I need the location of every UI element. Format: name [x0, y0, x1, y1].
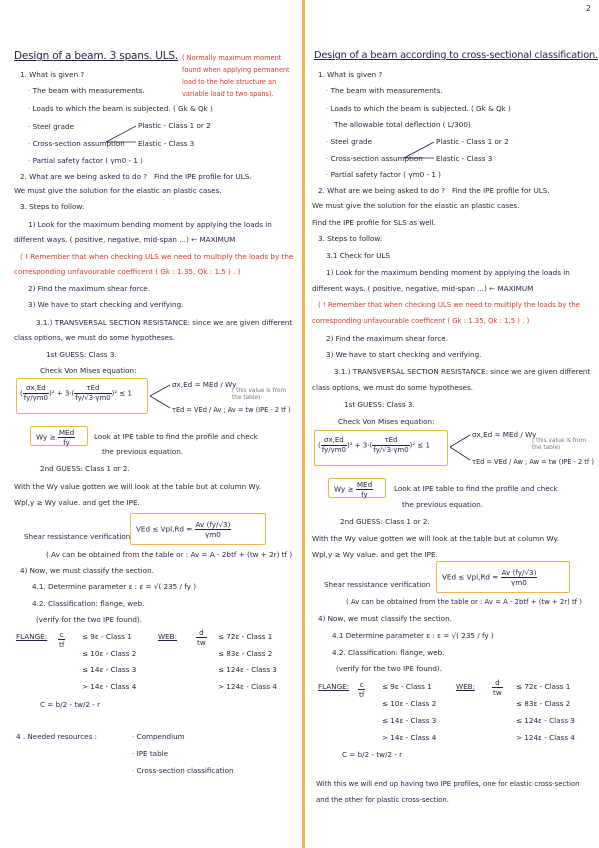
right-c-formula: C = b/2 - tw/2 - r: [342, 750, 403, 759]
left-mises-arrows: [148, 382, 172, 412]
left-step-2: 2) Find the maximum shear force.: [28, 284, 151, 293]
right-step-42-note: (verify for the two IPE found).: [336, 664, 442, 673]
left-needed-resources: 4 . Needed resources :: [16, 732, 98, 741]
left-von-mises-label: Check Von Mises equation:: [40, 366, 137, 375]
left-given-item: · The beam with measurements.: [28, 86, 145, 95]
left-av-note: ( Av can be obtained from the table or : Av = A - 2btf + (tw + 2r) tf ): [46, 550, 293, 559]
left-given-item: · Steel grade: [28, 122, 74, 131]
left-web-ratio: $\frac{d}{tw}$: [197, 628, 206, 647]
right-given-item: · Loads to which the beam is subjected. ( Gk & Qk ): [326, 104, 511, 113]
left-web-row: ≤ 124ε - Class 3: [218, 665, 277, 674]
left-title-note: ( Normally maximum moment found when applying permanent load to the hole structure an variable load to two spans).: [182, 54, 290, 98]
left-wy-note-cont: the previous equation.: [102, 447, 184, 456]
left-web-label: WEB:: [158, 632, 178, 641]
right-section-2-text: We must give the solution for the elastic an plastic cases.: [312, 201, 520, 210]
right-closing: With this we will end up having two IPE profiles, one for elastic cross-section: [316, 780, 580, 788]
left-plastic-class: Plastic - Class 1 or 2: [138, 121, 211, 130]
right-step-31-cont: class options, we must do some hypotheses.: [312, 383, 474, 392]
right-mises-arrows: [448, 432, 472, 464]
right-section-31: 3.1 Check for ULS: [326, 251, 391, 260]
right-wy-note-cont: the previous equation.: [402, 500, 484, 509]
right-shear-formula: VEd ≤ Vpl,Rd = $\frac{Av (fy/√3)}{\gamma m0}$: [442, 568, 537, 587]
right-step-1-cont: different ways. ( positive, negative, mid-span ...) ← MAXIMUM: [312, 284, 534, 293]
right-remember: ( ! Remember that when checking ULS we need to multiply the loads by the: [318, 301, 581, 309]
left-tau-eq: τEd = VEd / Av ; Av = tw (IPE - 2 tf ): [172, 406, 291, 414]
left-given-item: · Partial safety factor ( γm0 - 1 ): [28, 156, 143, 165]
left-given-item: · Loads to which the beam is subjected. ( Gk & Qk ): [28, 104, 213, 113]
right-wy-formula: Wy ≥ $\frac{\text{MEd}}{fy}$: [334, 480, 373, 499]
left-sigma-eq: σx,Ed = MEd / Wy: [172, 380, 237, 389]
right-with-wy: With the Wy value gotten we will look at the table but at column Wy.: [312, 534, 559, 543]
right-web-row: > 124ε - Class 4: [516, 733, 575, 742]
left-web-row: ≤ 72ε - Class 1: [218, 632, 273, 641]
right-web-label: WEB:: [456, 682, 476, 691]
left-step-31-cont: class options, we must do some hypotheses.: [14, 333, 176, 342]
left-with-wy: With the Wy value gotten we will look at the table but at column Wy.: [14, 482, 261, 491]
right-section-1: 1. What is given ?: [318, 70, 383, 79]
left-flange-row: ≤ 10ε - Class 2: [82, 649, 137, 658]
left-web-row: > 124ε - Class 4: [218, 682, 277, 691]
left-title: Design of a beam. 3 spans. ULS.: [14, 50, 179, 62]
right-class-arrows: [402, 138, 436, 162]
left-step-1: 1) Look for the maximum bending moment by applying the loads in: [28, 220, 272, 229]
left-flange-ratio: $\frac{c}{tf}$: [59, 630, 65, 649]
right-section-2-text-b: Find the IPE profile for SLS as well.: [312, 218, 436, 227]
right-step-42: 4.2. Classification: flange, web.: [332, 648, 445, 657]
right-flange-row: ≤ 9ε - Class 1: [382, 682, 432, 691]
right-given-item: · Steel grade: [326, 137, 372, 146]
left-class-arrows: [104, 122, 138, 146]
left-resource-item: · Compendium: [132, 732, 185, 741]
right-tau-eq: τEd = VEd / Aw ; Aw = tw (IPE - 2 tf ): [472, 458, 594, 466]
left-remember-cont: corresponding unfavourable coefficent ( Gk : 1.35, Qk : 1.5 ) . ): [14, 267, 241, 276]
left-remember: ( ! Remember that when checking ULS we need to multiply the loads by the: [20, 252, 294, 261]
left-shear-formula: VEd ≤ Vpl,Rd = $\frac{Av (fy/√3)}{\gamma m0}$: [136, 520, 231, 539]
right-remember-cont: corresponding unfavourable coefficent ( Gk : 1.35, Qk : 1.5 ) . ): [312, 317, 530, 325]
right-flange-ratio: $\frac{c}{tf}$: [359, 680, 365, 699]
right-web-ratio: $\frac{d}{tw}$: [493, 678, 502, 697]
column-divider: [302, 0, 305, 848]
left-web-row: ≤ 83ε - Class 2: [218, 649, 273, 658]
right-closing-cont: and the other for plastic cross-section.: [316, 796, 449, 804]
right-sigma-eq: σx,Ed = MEd / Wy: [472, 430, 537, 439]
right-sigma-note: ( this value is from the table): [532, 438, 587, 451]
left-flange-row: > 14ε - Class 4: [82, 682, 137, 691]
right-av-note: ( Av can be obtained from the table or : Av = A - 2btf + (tw + 2r) tf ): [346, 598, 582, 606]
left-sigma-note: ( this value is from the table): [232, 388, 287, 401]
right-step-1: 1) Look for the maximum bending moment by applying the loads in: [326, 268, 570, 277]
right-step-2: 2) Find the maximum shear force.: [326, 334, 449, 343]
right-step-41: 4.1 Determine parameter ε : ε = √( 235 / fy ): [332, 631, 494, 640]
left-step-42-note: (verify for the two IPE found).: [36, 615, 142, 624]
right-step-4: 4) Now, we must classify the section.: [318, 614, 452, 623]
right-elastic-class: Elastic - Class 3: [436, 154, 493, 163]
right-column: [306, 0, 599, 848]
right-shear-label: Shear ressistance verification: [324, 580, 431, 589]
left-given-item: · Cross-section assumption: [28, 139, 125, 148]
right-given-item: · Cross-section assumption: [326, 154, 423, 163]
left-von-mises-formula: ( $\frac{\sigma x,Ed}{fy/\gamma m0}$ )² + 3·( $\frac{\text{τEd}}{fy/√3\cdot\gamma m0}$ )² ≤ 1: [20, 384, 132, 402]
right-step-31: 3.1.) TRANSVERSAL SECTION RESISTANCE: since we are given different: [334, 367, 591, 376]
right-step-3: 3) We have to start checking and verifying.: [326, 350, 482, 359]
left-step-41: 4.1. Determine parameter ε : ε = √( 235 / fy ): [32, 582, 196, 591]
left-step-3: 3) We have to start checking and verifying.: [28, 300, 184, 309]
right-given-item: · The beam with measurements.: [326, 86, 443, 95]
left-wy-note: Look at IPE table to find the profile and check: [94, 432, 258, 441]
left-step-1-cont: different ways. ( positive, negative, mid-span ...) ← MAXIMUM: [14, 235, 236, 244]
right-flange-row: ≤ 10ε - Class 2: [382, 699, 437, 708]
right-title: Design of a beam according to cross-sectional classification.: [314, 50, 598, 61]
left-step-31: 3.1.) TRANSVERSAL SECTION RESISTANCE: since we are given different: [36, 318, 293, 327]
right-web-row: ≤ 83ε - Class 2: [516, 699, 571, 708]
left-guess-2: 2nd GUESS: Class 1 or 2.: [40, 464, 130, 473]
right-wy-note: Look at IPE table to find the profile and check: [394, 484, 558, 493]
left-with-wy-cont: Wpl,y ≥ Wy value. and get the IPE.: [14, 498, 140, 507]
left-flange-label: FLANGE:: [16, 632, 48, 641]
right-given-item: The allowable total deflection ( L/300): [334, 120, 471, 129]
left-flange-row: ≤ 14ε - Class 3: [82, 665, 137, 674]
left-section-2-text: We must give the solution for the elastic an plastic cases.: [14, 186, 222, 195]
right-von-mises-label: Check Von Mises equation:: [338, 417, 435, 426]
left-c-formula: C = b/2 - tw/2 - r: [40, 700, 101, 709]
left-section-3: 3. Steps to follow:: [20, 202, 85, 211]
left-step-4: 4) Now, we must classify the section.: [20, 566, 154, 575]
left-guess-1: 1st GUESS: Class 3.: [46, 350, 117, 359]
left-resource-item: · Cross-section classification: [132, 766, 234, 775]
right-section-2: 2. What are we being asked to do ? Find the IPE profile for ULS.: [318, 186, 550, 195]
page-number: 2: [585, 4, 591, 13]
right-with-wy-cont: Wpl,y ≥ Wy value. and get the IPE.: [312, 550, 438, 559]
left-resource-item: · IPE table: [132, 749, 169, 758]
left-wy-formula: Wy ≥ $\frac{\text{MEd}}{fy}$: [36, 428, 75, 447]
left-elastic-class: Elastic - Class 3: [138, 139, 195, 148]
left-step-42: 4.2. Classification: flange, web.: [32, 599, 145, 608]
right-guess-2: 2nd GUESS: Class 1 or 2.: [340, 517, 430, 526]
right-flange-row: ≤ 14ε - Class 3: [382, 716, 437, 725]
left-section-2: 2. What are we being asked to do ? Find the IPE profile for ULS.: [20, 172, 252, 181]
right-flange-row: > 14ε - Class 4: [382, 733, 437, 742]
right-von-mises-formula: ( $\frac{\sigma x,Ed}{fy/\gamma m0}$ )² + 3·( $\frac{\text{τEd}}{fy/√3\cdot\gamma m0}$ )² ≤ 1: [318, 436, 430, 454]
right-web-row: ≤ 124ε - Class 3: [516, 716, 575, 725]
left-section-1: 1. What is given ?: [20, 70, 85, 79]
right-guess-1: 1st GUESS: Class 3.: [344, 400, 415, 409]
right-section-3: 3. Steps to follow:: [318, 234, 383, 243]
right-flange-label: FLANGE:: [318, 682, 350, 691]
right-given-item: · Partial safety factor ( γm0 - 1 ): [326, 170, 441, 179]
left-flange-row: ≤ 9ε - Class 1: [82, 632, 132, 641]
left-shear-label: Shear ressistance verification: [24, 532, 131, 541]
right-web-row: ≤ 72ε - Class 1: [516, 682, 571, 691]
right-plastic-class: Plastic - Class 1 or 2: [436, 137, 509, 146]
